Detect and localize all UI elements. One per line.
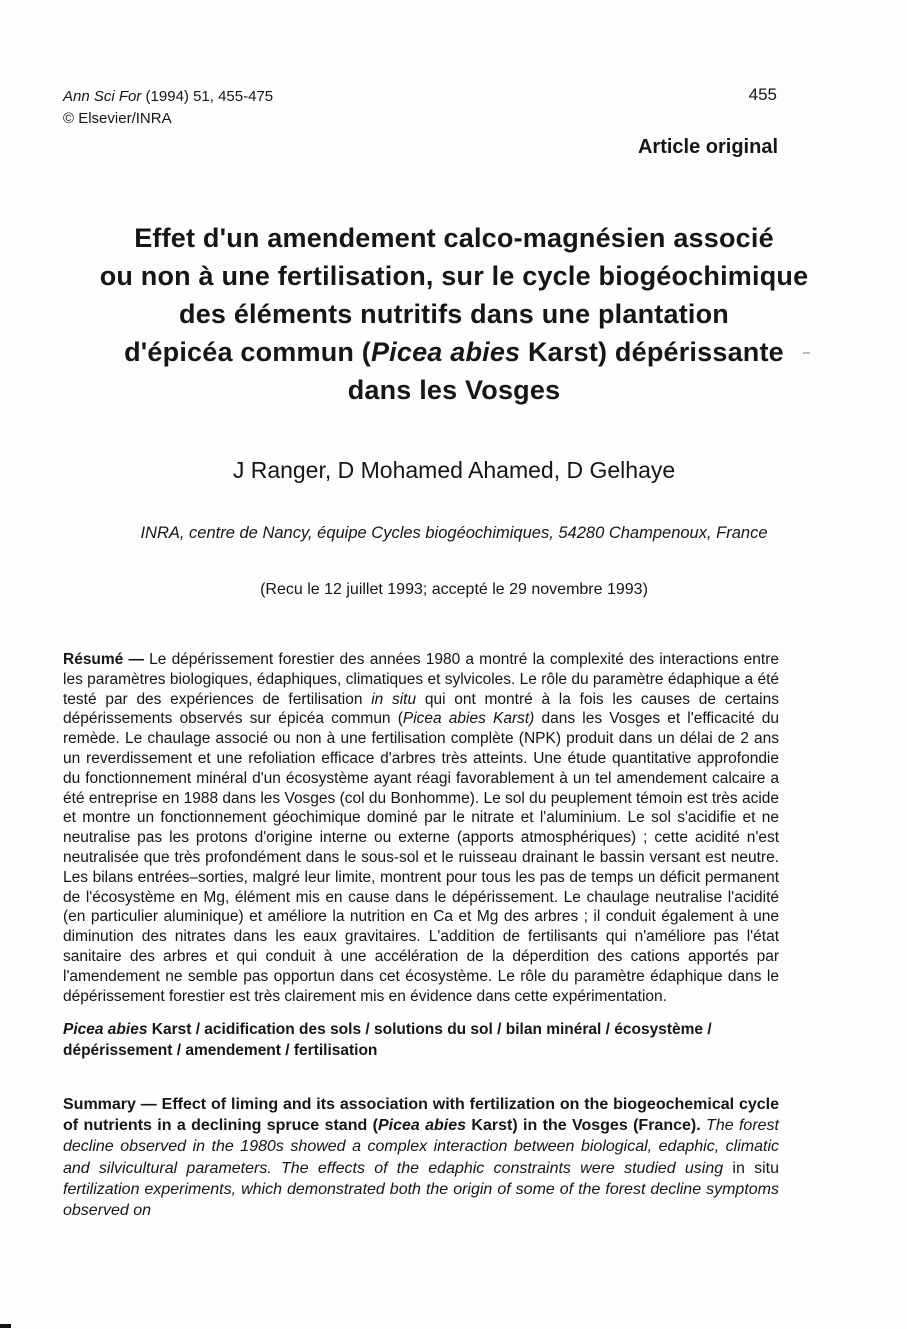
- text-segment: d'épicéa commun (: [124, 337, 371, 367]
- text-segment: dans les Vosges et l'efficacité du remède. Le chaulage associé ou non à une fertilisation complète (NPK) produit dans un délai de 2 ans un reverdissement et une refoliation efficace d'arbres très atteints. Une étude quantitative approfondie du fonctionnement minéral d'un écosystème ayant réagi favorablement à un tel amendement calcaire a été entreprise en 1988 dans les Vosges (col du Bonhomme). Le sol du peuplement témoin est très acide et montre un fonctionnement géochimique dominé par le nitrate et l'aluminium. Le sol s'acidifie et ne neutralise pas les protons d'origine interne ou externe (apports atmosphériques) ; cette acidité n'est neutralisée que très profondément dans le sous-sol et le ruisseau drainant le bassin versant est neutre. Les bilans entrées–sorties, malgré leur limite, montrent pour tous les pas de temps un déficit permanent de l'écosystème en Mg, élément mis en cause dans le dépérissement. Le chaulage neutralise l'acidité (en particulier aluminique) et améliore la nutrition en Ca et Mg des arbres ; il conduit également à une diminution des nitrates dans les eaux gravitaires. L'addition de fertilisants qui n'améliore pas l'état sanitaire des arbres et qui conduit à une accélération de la déperdition des cations apportés par l'amendement ne semble pas opportun dans cet écosystème. Le rôle du paramètre édaphique dans le dépérissement forestier est très clairement mis en évidence dans cette expérimentation.: [63, 710, 780, 1005]
- title-line-3: [44, 295, 864, 333]
- page-number: 455: [748, 85, 777, 104]
- text-segment: Le dépérissement forestier des années 1980 a montré la complexité des interactions entre les paramètres biologiques, édaphiques, climatiques et sylvicoles. Le rôle du paramètre édaphique a été testé par des expériences de fertilisation: [63, 651, 780, 708]
- text-segment: (1994) 51, 455-475: [141, 88, 274, 105]
- text-segment: in situ: [723, 1159, 779, 1177]
- abstract-english: [63, 1094, 779, 1221]
- received-accepted-line: (Recu le 12 juillet 1993; accepté le 29 novembre 1993): [260, 581, 648, 598]
- text-segment: Picea abies: [63, 1021, 148, 1038]
- authors-line: J Ranger, D Mohamed Ahamed, D Gelhaye: [232, 457, 676, 483]
- text-segment: in situ: [371, 690, 417, 708]
- journal-reference-block: [63, 86, 273, 130]
- title-line-1: [44, 219, 864, 257]
- keywords-line: [63, 1020, 779, 1061]
- text-segment: fertilization experiments, which demonstrated both the origin of some of the forest decline symptoms observed on: [63, 1180, 779, 1220]
- title-line-2: [44, 257, 864, 295]
- text-segment: Résumé —: [63, 651, 150, 668]
- text-segment: Picea abies: [370, 337, 521, 367]
- text-segment: Ann Sci For: [63, 88, 142, 105]
- scan-artifact-dash: [803, 352, 810, 354]
- article-title: [44, 219, 864, 409]
- scan-artifact-corner: [0, 1324, 11, 1328]
- text-segment: Karst) dépérissante: [520, 337, 784, 367]
- title-line-4: [44, 333, 864, 371]
- text-segment: The forest decline observed in the 1980s showed a complex interaction between biological, edaphic, climatic and silvicultural parameters. The effects of the edaphic constraints were studied using: [63, 1117, 779, 1177]
- text-segment: Picea abies: [377, 1117, 467, 1135]
- journal-citation: [63, 86, 273, 108]
- copyright-line: © Elsevier/INRA: [63, 110, 172, 127]
- article-type-label: Article original: [637, 136, 778, 158]
- text-segment: ou non à une fertilisation, sur le cycle biogéochimique: [99, 261, 809, 291]
- text-segment: qui ont montré à la fois les causes de certains dépérissements observés sur épicéa commun (: [63, 690, 779, 728]
- abstract-french: [63, 650, 779, 1006]
- text-segment: Picea abies Karst): [402, 710, 535, 728]
- affiliation-line: INRA, centre de Nancy, équipe Cycles biogéochimiques, 54280 Champenoux, France: [140, 524, 768, 542]
- text-segment: dans les Vosges: [347, 375, 561, 405]
- text-segment: Karst / acidification des sols / solutions du sol / bilan minéral / écosystème / dépérissement / amendement / fertilisation: [63, 1021, 712, 1059]
- text-segment: Effet d'un amendement calco-magnésien associé: [134, 223, 774, 253]
- text-segment: Karst) in the Vosges (France).: [466, 1117, 701, 1135]
- text-segment: Summary — Effect of liming and its association with fertilization on the biogeochemical cycle of nutrients in a declining spruce stand (: [63, 1096, 779, 1135]
- title-line-5: [44, 371, 864, 409]
- text-segment: des éléments nutritifs dans une plantation: [179, 299, 729, 329]
